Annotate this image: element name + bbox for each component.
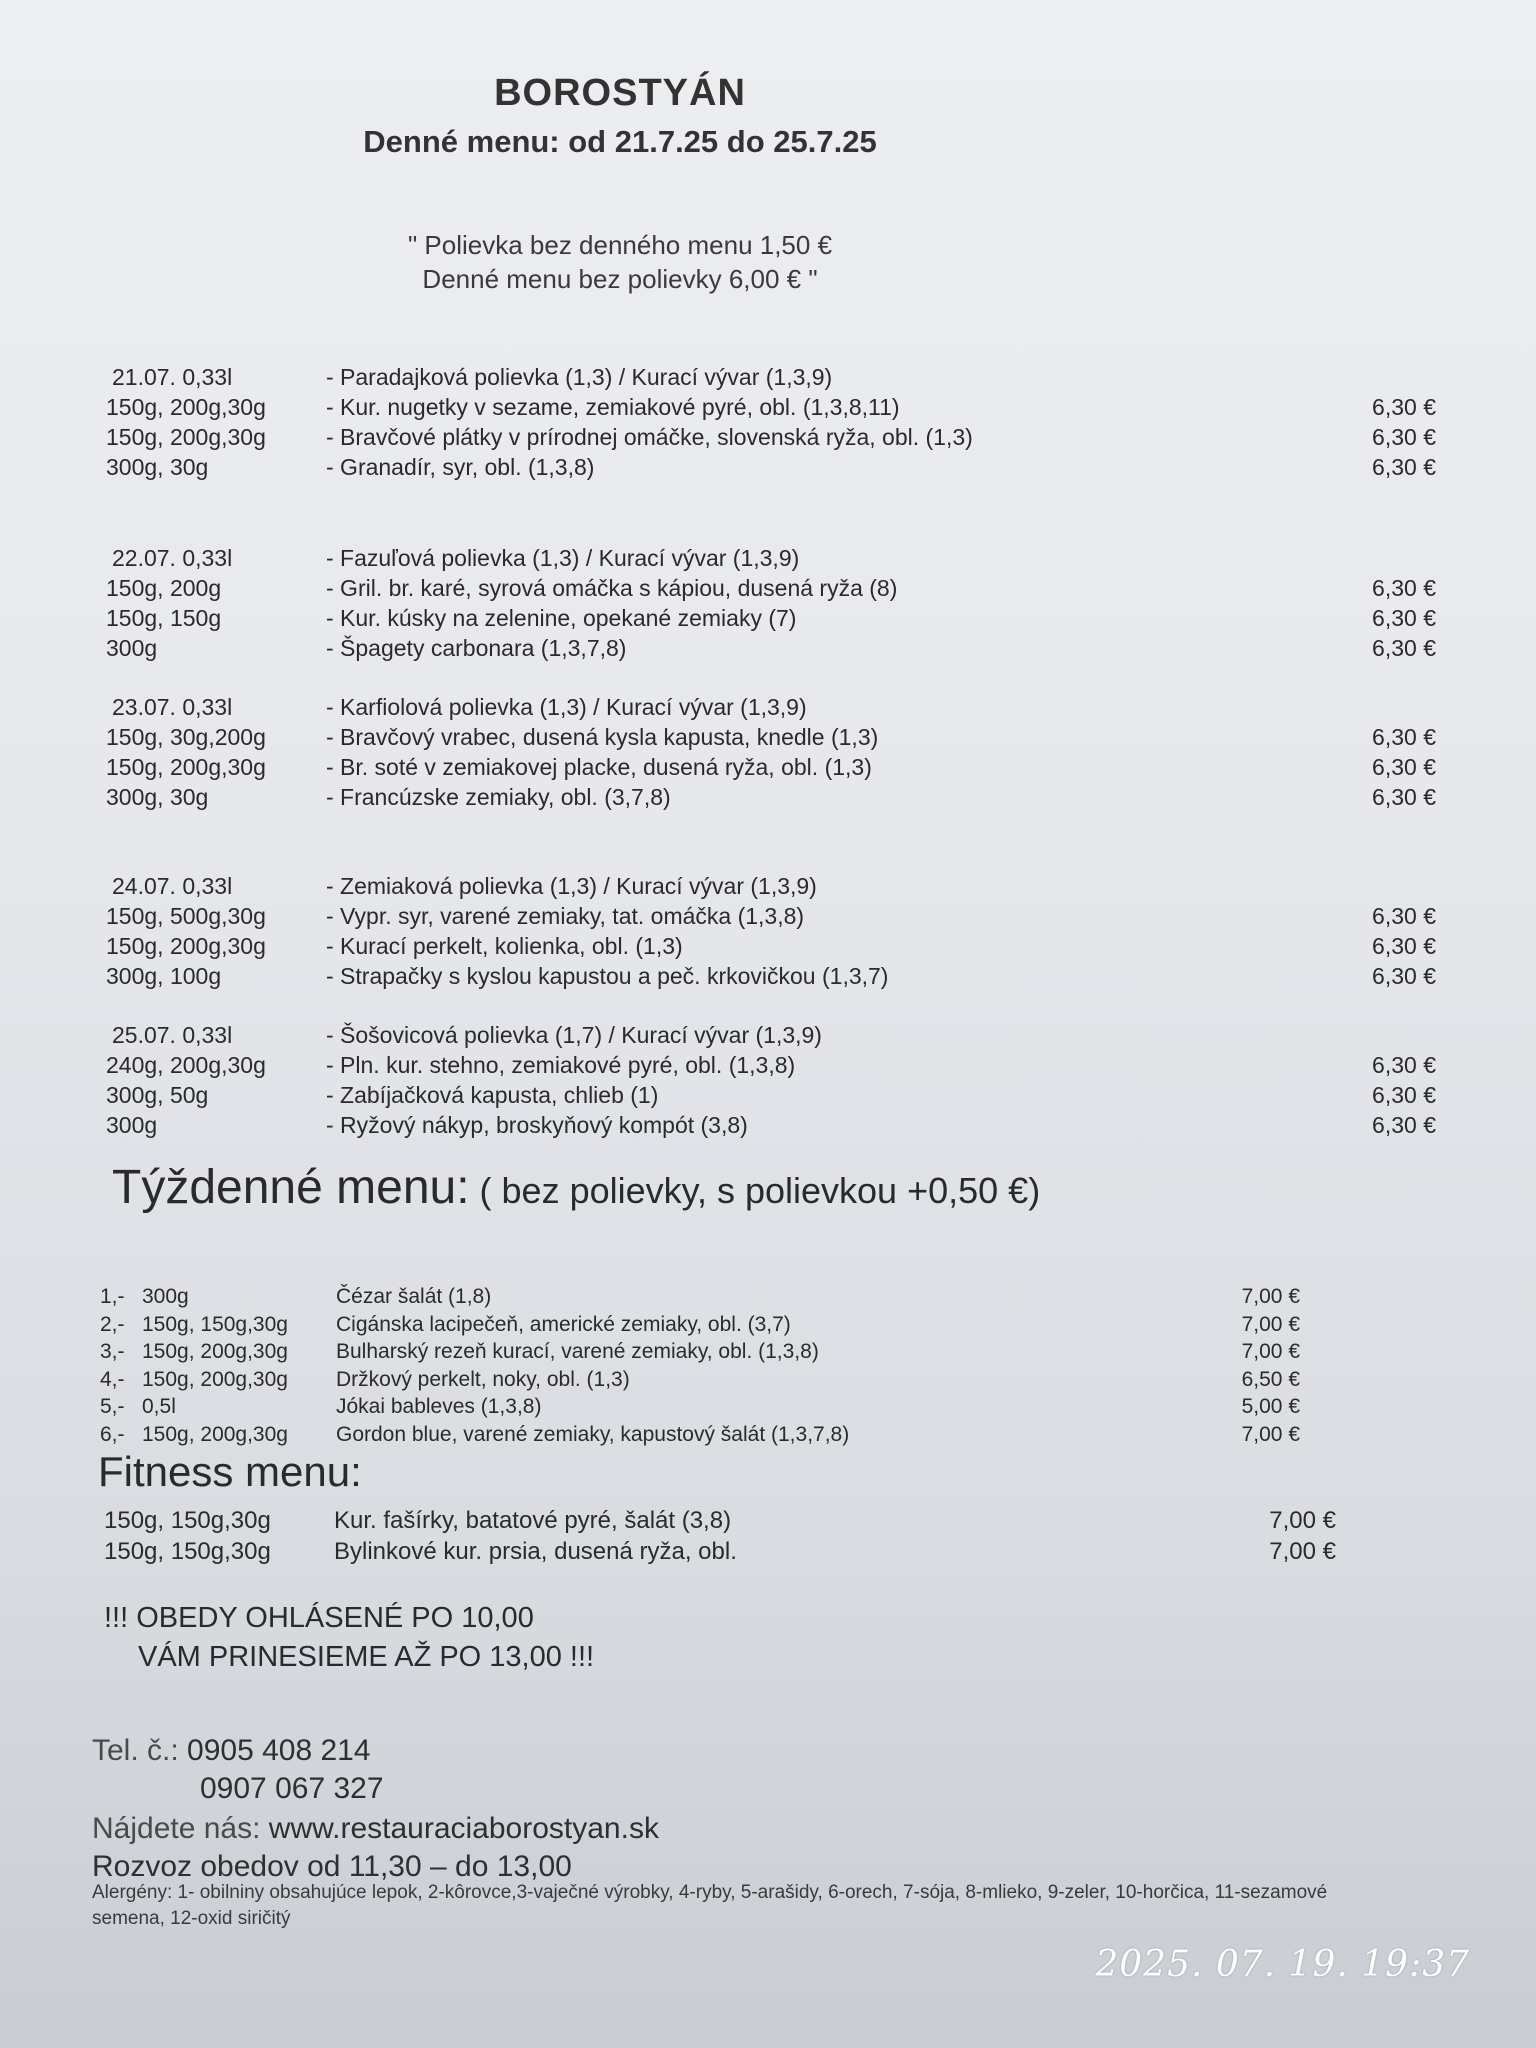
item-price: 7,00 €	[1241, 1285, 1300, 1308]
item-weight: 300g, 50g	[106, 1082, 209, 1108]
weekly-item-row	[100, 1311, 1300, 1339]
item-description: Čézar šalát (1,8)	[336, 1285, 492, 1308]
item-price: 6,50 €	[1241, 1367, 1300, 1391]
weekly-item-row	[100, 1283, 1300, 1311]
fitness-menu-list	[104, 1505, 1336, 1567]
photo-timestamp: 2025. 07. 19. 19:37	[1095, 1944, 1470, 1985]
website-url: www.restauraciaborostyan.sk	[268, 1812, 659, 1845]
menu-item-row	[106, 633, 1436, 663]
item-description: Bulharský rezeň kurací, varené zemiaky, obl. (1,3,8)	[336, 1340, 819, 1363]
item-weight: 300g	[106, 635, 158, 661]
weekly-menu-title: Týždenné menu:	[112, 1161, 470, 1214]
item-number: 3,-	[100, 1340, 125, 1363]
soup-row	[106, 362, 1436, 392]
item-weight: 150g, 200g,30g	[106, 424, 266, 450]
soup-description: - Paradajková polievka (1,3) / Kurací vývar (1,3,9)	[326, 364, 833, 390]
soup-row	[106, 1020, 1436, 1050]
order-warning-line-1: !!! OBEDY OHLÁSENÉ PO 10,00	[104, 1602, 534, 1634]
item-weight: 150g, 500g,30g	[106, 903, 266, 929]
item-weight: 150g, 150g	[106, 605, 222, 631]
weekly-menu-heading	[112, 1160, 1040, 1215]
item-weight: 300g	[106, 1112, 158, 1138]
item-description: Kur. fašírky, batatové pyré, šalát (3,8)	[334, 1507, 732, 1534]
soup-date-volume: 24.07. 0,33l	[112, 873, 233, 899]
item-price: 7,00 €	[1241, 1312, 1300, 1336]
soup-date-volume: 21.07. 0,33l	[112, 364, 233, 390]
weekly-item-row	[100, 1338, 1300, 1366]
item-description: - Gril. br. karé, syrová omáčka s kápiou, dusená ryža (8)	[326, 575, 898, 601]
menu-item-row	[106, 452, 1436, 482]
item-description: - Zabíjačková kapusta, chlieb (1)	[326, 1082, 659, 1108]
menu-item-row	[106, 422, 1436, 452]
item-price: 6,30 €	[1372, 1112, 1436, 1138]
item-price: 6,30 €	[1372, 454, 1436, 480]
soup-row	[106, 692, 1436, 722]
phone-label: Tel. č.:	[92, 1734, 188, 1767]
item-price: 5,00 €	[1241, 1395, 1300, 1418]
delivery-hours: Rozvoz obedov od 11,30 – do 13,00	[92, 1850, 572, 1883]
item-price: 6,30 €	[1372, 575, 1436, 601]
menu-item-row	[106, 1110, 1436, 1140]
item-weight: 0,5l	[142, 1395, 176, 1418]
item-weight: 150g, 200g	[106, 575, 222, 601]
item-price: 7,00 €	[1269, 1507, 1336, 1534]
item-weight: 150g, 200g,30g	[142, 1340, 288, 1363]
item-price: 6,30 €	[1372, 394, 1436, 420]
weekly-item-row	[100, 1393, 1300, 1421]
day-block	[106, 871, 1436, 991]
item-weight: 150g, 30g,200g	[106, 724, 266, 750]
item-number: 2,-	[100, 1312, 125, 1336]
item-price: 6,30 €	[1372, 933, 1436, 959]
day-block	[106, 543, 1436, 663]
item-description: Držkový perkelt, noky, obl. (1,3)	[336, 1367, 630, 1391]
item-description: - Strapačky s kyslou kapustou a peč. krkovičkou (1,3,7)	[326, 963, 889, 989]
allergen-legend: Alergény: 1- obilniny obsahujúce lepok, 2-kôrovce,3-vaječné výrobky, 4-ryby, 5-arašidy, 6-orech, 7-sója, 8-mlieko, 9-zeler, 10-horčica, 11-sezamové semena, 12-oxid siričitý	[92, 1882, 1328, 1929]
soup-date-volume: 25.07. 0,33l	[112, 1022, 233, 1048]
fitness-item-row	[104, 1505, 1336, 1536]
item-description: - Kur. nugetky v sezame, zemiakové pyré, obl. (1,3,8,11)	[326, 394, 900, 420]
phone-line	[92, 1734, 371, 1768]
menu-item-row	[106, 1050, 1436, 1080]
item-description: - Bravčové plátky v prírodnej omáčke, slovenská ryža, obl. (1,3)	[326, 424, 973, 450]
item-price: 6,30 €	[1372, 903, 1436, 929]
item-description: Gordon blue, varené zemiaky, kapustový šalát (1,3,7,8)	[336, 1422, 850, 1446]
soup-row	[106, 543, 1436, 573]
soup-description: - Zemiaková polievka (1,3) / Kurací vývar (1,3,9)	[326, 873, 817, 899]
item-price: 6,30 €	[1372, 963, 1436, 989]
item-weight: 240g, 200g,30g	[106, 1052, 266, 1078]
item-price: 6,30 €	[1372, 605, 1436, 631]
item-description: - Vypr. syr, varené zemiaky, tat. omáčka (1,3,8)	[326, 903, 805, 929]
item-weight: 150g, 150g,30g	[142, 1312, 288, 1336]
day-block	[106, 362, 1436, 482]
soup-description: - Karfiolová polievka (1,3) / Kurací vývar (1,3,9)	[326, 694, 807, 720]
item-weight: 150g, 200g,30g	[106, 394, 266, 420]
weekly-item-row	[100, 1366, 1300, 1394]
soup-description: - Fazuľová polievka (1,3) / Kurací vývar (1,3,9)	[326, 545, 800, 571]
item-description: - Francúzske zemiaky, obl. (3,7,8)	[326, 784, 671, 810]
item-price: 7,00 €	[1241, 1422, 1300, 1446]
item-description: Jókai bableves (1,3,8)	[336, 1395, 542, 1418]
menu-item-row	[106, 752, 1436, 782]
item-weight: 300g, 30g	[106, 454, 209, 480]
item-description: Cigánska lacipečeň, americké zemiaky, obl. (3,7)	[336, 1312, 791, 1336]
day-block	[106, 692, 1436, 812]
soup-description: - Šošovicová polievka (1,7) / Kurací vývar (1,3,9)	[326, 1022, 822, 1048]
soup-date-volume: 23.07. 0,33l	[112, 694, 233, 720]
item-description: - Kur. kúsky na zelenine, opekané zemiaky (7)	[326, 605, 797, 631]
soup-date-volume: 22.07. 0,33l	[112, 545, 233, 571]
item-price: 6,30 €	[1372, 1052, 1436, 1078]
menu-item-row	[106, 603, 1436, 633]
item-description: Bylinkové kur. prsia, dusená ryža, obl.	[334, 1538, 737, 1565]
item-price: 7,00 €	[1241, 1340, 1300, 1363]
weekly-menu-list	[100, 1283, 1300, 1448]
item-number: 1,-	[100, 1285, 125, 1308]
menu-item-row	[106, 1080, 1436, 1110]
item-weight: 150g, 200g,30g	[142, 1422, 288, 1446]
menu-item-row	[106, 782, 1436, 812]
weekly-menu-subtitle: ( bez polievky, s polievkou +0,50 €)	[469, 1170, 1041, 1211]
item-description: - Špagety carbonara (1,3,7,8)	[326, 635, 627, 661]
menu-item-row	[106, 573, 1436, 603]
item-description: - Ryžový nákyp, broskyňový kompót (3,8)	[326, 1112, 748, 1138]
fitness-menu-heading: Fitness menu:	[98, 1448, 362, 1495]
item-weight: 150g, 200g,30g	[106, 754, 266, 780]
phone-number-1: 0905 408 214	[187, 1734, 371, 1767]
item-number: 5,-	[100, 1395, 125, 1418]
item-price: 6,30 €	[1372, 724, 1436, 750]
item-weight: 300g, 30g	[106, 784, 209, 810]
menu-item-row	[106, 961, 1436, 991]
menu-item-row	[106, 901, 1436, 931]
item-price: 6,30 €	[1372, 784, 1436, 810]
item-price: 6,30 €	[1372, 424, 1436, 450]
day-block	[106, 1020, 1436, 1140]
item-description: - Kurací perkelt, kolienka, obl. (1,3)	[326, 933, 683, 959]
menu-date-range: Denné menu: od 21.7.25 do 25.7.25	[363, 124, 877, 159]
weekly-item-row	[100, 1421, 1300, 1449]
item-weight: 150g, 150g,30g	[104, 1538, 271, 1565]
website-line	[92, 1812, 659, 1846]
item-number: 6,-	[100, 1422, 125, 1446]
item-price: 6,30 €	[1372, 1082, 1436, 1108]
item-weight: 300g, 100g	[106, 963, 222, 989]
item-number: 4,-	[100, 1367, 125, 1391]
order-warning-line-2: VÁM PRINESIEME AŽ PO 13,00 !!!	[138, 1641, 595, 1673]
item-description: - Bravčový vrabec, dusená kysla kapusta, knedle (1,3)	[326, 724, 879, 750]
item-weight: 150g, 150g,30g	[104, 1507, 271, 1534]
item-weight: 150g, 200g,30g	[142, 1367, 288, 1391]
menu-price-note: Denné menu bez polievky 6,00 € "	[422, 264, 818, 294]
menu-item-row	[106, 392, 1436, 422]
item-price: 7,00 €	[1269, 1538, 1336, 1565]
phone-number-2: 0907 067 327	[200, 1772, 384, 1805]
item-price: 6,30 €	[1372, 635, 1436, 661]
item-description: - Br. soté v zemiakovej placke, dusená ryža, obl. (1,3)	[326, 754, 872, 780]
menu-item-row	[106, 722, 1436, 752]
item-price: 6,30 €	[1372, 754, 1436, 780]
item-description: - Pln. kur. stehno, zemiakové pyré, obl. (1,3,8)	[326, 1052, 796, 1078]
soup-row	[106, 871, 1436, 901]
item-weight: 300g	[142, 1285, 189, 1308]
restaurant-name: BOROSTYÁN	[494, 72, 746, 114]
menu-item-row	[106, 931, 1436, 961]
fitness-item-row	[104, 1536, 1336, 1567]
item-description: - Granadír, syr, obl. (1,3,8)	[326, 454, 595, 480]
item-weight: 150g, 200g,30g	[106, 933, 266, 959]
website-label: Nájdete nás:	[92, 1812, 269, 1845]
soup-price-note: " Polievka bez denného menu 1,50 €	[407, 230, 833, 260]
